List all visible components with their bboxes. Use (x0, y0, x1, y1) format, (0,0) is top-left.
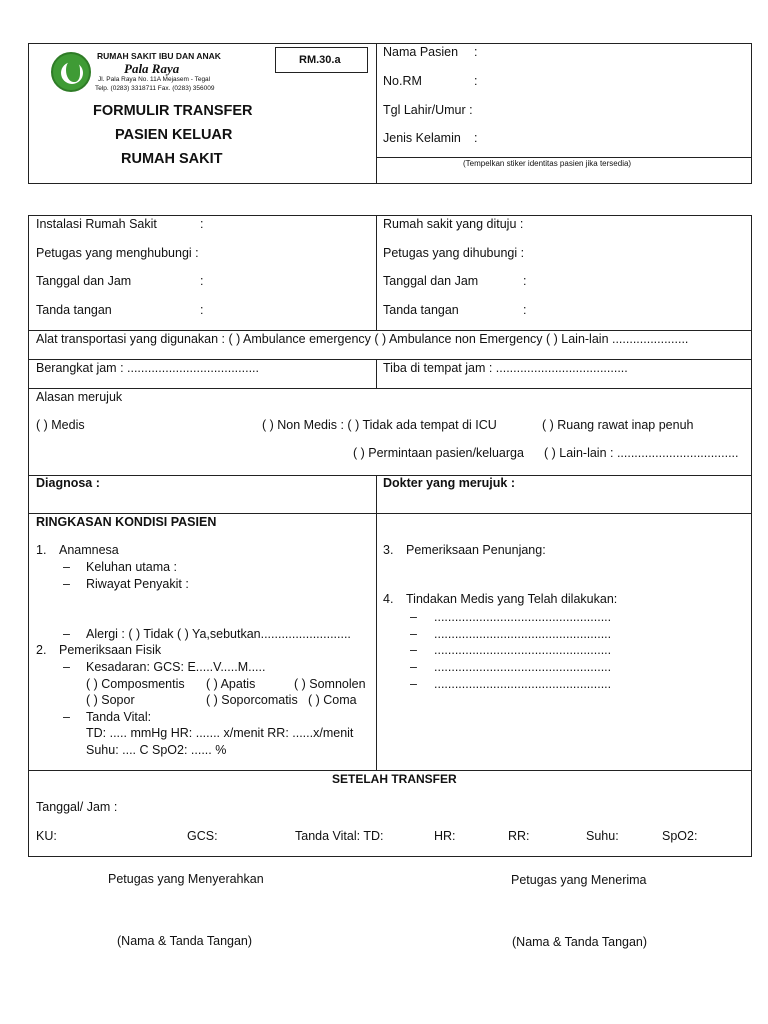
colon: : (523, 303, 527, 317)
dash: – (410, 677, 417, 691)
field-tanda-tangan-right: Tanda tangan (383, 303, 459, 317)
option-composmentis: ( ) Composmentis (86, 677, 185, 691)
option-coma: ( ) Coma (308, 693, 357, 707)
num-1: 1. (36, 543, 47, 557)
vital-suhu: Suhu: .... C SpO2: ...... % (86, 743, 227, 757)
dash: – (410, 660, 417, 674)
pemeriksaan-label: Pemeriksaan Fisik (59, 643, 162, 657)
tindakan-dots: ................................................... (434, 660, 612, 674)
dash: – (410, 643, 417, 657)
tindakan-dots: ................................................... (434, 610, 612, 624)
dash: – (410, 610, 417, 624)
transfer-divider (376, 215, 377, 330)
row-line (28, 330, 752, 331)
reason-nonmedis: ( ) Non Medis : ( ) Tidak ada tempat di ICU (262, 418, 497, 432)
option-sopor: ( ) Sopor (86, 693, 135, 707)
after-suhu: Suhu: (586, 829, 619, 843)
dash: – (63, 710, 70, 724)
signature-right-title: Petugas yang Menerima (511, 873, 647, 887)
signature-left-title: Petugas yang Menyerahkan (108, 872, 264, 886)
colon: : (474, 74, 478, 88)
header-divider (376, 43, 377, 184)
form-title-line3: RUMAH SAKIT (121, 151, 223, 167)
after-gcs: GCS: (187, 829, 218, 843)
after-tv: Tanda Vital: TD: (295, 829, 384, 843)
keluhan-label: Keluhan utama : (86, 560, 178, 574)
arrive-time: Tiba di tempat jam : ...................................... (383, 361, 628, 375)
dash: – (63, 660, 70, 674)
summary-title: RINGKASAN KONDISI PASIEN (36, 515, 217, 529)
field-tgl-lahir: Tgl Lahir/Umur : (383, 103, 473, 117)
colon: : (474, 131, 478, 145)
field-instalasi: Instalasi Rumah Sakit (36, 217, 157, 231)
row-line (28, 359, 752, 360)
row-line (28, 770, 752, 771)
penunjang-label: Pemeriksaan Penunjang: (406, 543, 546, 557)
field-nama-pasien: Nama Pasien (383, 45, 459, 59)
row-line (28, 513, 752, 514)
hospital-phone: Telp. (0283) 3318711 Fax. (0283) 356009 (95, 85, 215, 92)
hospital-name: RUMAH SAKIT IBU DAN ANAK (97, 51, 221, 61)
reason-permintaan: ( ) Permintaan pasien/keluarga (353, 446, 524, 460)
kesadaran-label: Kesadaran: GCS: E.....V.....M..... (86, 660, 266, 674)
colon: : (200, 274, 204, 288)
dash: – (63, 627, 70, 641)
reason-medis: ( ) Medis (36, 418, 85, 432)
field-tanggal-jam-left: Tanggal dan Jam (36, 274, 132, 288)
depart-time: Berangkat jam : ...................................... (36, 361, 259, 375)
tindakan-dots: ................................................... (434, 643, 612, 657)
form-code: RM.30.a (299, 54, 341, 66)
reason-ruang: ( ) Ruang rawat inap penuh (542, 418, 694, 432)
num-4: 4. (383, 592, 394, 606)
anamnesa-label: Anamnesa (59, 543, 119, 557)
option-soporcomatis: ( ) Soporcomatis (206, 693, 298, 707)
tindakan-dots: ................................................... (434, 627, 612, 641)
num-2: 2. (36, 643, 47, 657)
reason-label: Alasan merujuk (36, 390, 123, 404)
time-divider (376, 359, 377, 388)
diagnosa-divider (376, 475, 377, 770)
after-hr: HR: (434, 829, 456, 843)
dash: – (63, 577, 70, 591)
option-apatis: ( ) Apatis (206, 677, 256, 691)
alergi-label: Alergi : ( ) Tidak ( ) Ya,sebutkan.......................... (86, 627, 351, 641)
after-ku: KU: (36, 829, 57, 843)
num-3: 3. (383, 543, 394, 557)
signature-left-name: (Nama & Tanda Tangan) (117, 934, 253, 948)
hospital-address: Jl. Pala Raya No. 11A Mejasem - Tegal (98, 76, 211, 83)
after-tanggal: Tanggal/ Jam : (36, 800, 118, 814)
field-tanggal-jam-right: Tanggal dan Jam (383, 274, 479, 288)
after-spo2: SpO2: (662, 829, 698, 843)
riwayat-label: Riwayat Penyakit : (86, 577, 189, 591)
reason-lain: ( ) Lain-lain : ................................... (544, 446, 739, 460)
diagnosa-label: Diagnosa : (36, 476, 100, 490)
tindakan-label: Tindakan Medis yang Telah dilakukan: (406, 592, 618, 606)
field-no-rm: No.RM (383, 74, 422, 88)
field-petugas-dihubungi: Petugas yang dihubungi : (383, 246, 525, 260)
field-rs-dituju: Rumah sakit yang dituju : (383, 217, 524, 231)
colon: : (474, 45, 478, 59)
colon: : (200, 217, 204, 231)
dokter-label: Dokter yang merujuk : (383, 476, 515, 490)
signature-right-name: (Nama & Tanda Tangan) (512, 935, 648, 949)
hospital-logo-icon (51, 52, 91, 92)
form-title-line1: FORMULIR TRANSFER (93, 103, 253, 119)
dash: – (63, 560, 70, 574)
after-title: SETELAH TRANSFER (332, 772, 457, 786)
field-jenis-kelamin: Jenis Kelamin (383, 131, 461, 145)
colon: : (523, 274, 527, 288)
colon: : (200, 303, 204, 317)
dash: – (410, 627, 417, 641)
vital-label: Tanda Vital: (86, 710, 152, 724)
option-somnolen: ( ) Somnolen (294, 677, 366, 691)
vital-td: TD: ..... mmHg HR: ....... x/menit RR: ......x/menit (86, 726, 354, 740)
hospital-script: Pala Raya (124, 61, 180, 76)
field-petugas-menghubungi: Petugas yang menghubungi : (36, 246, 199, 260)
tindakan-dots: ................................................... (434, 677, 612, 691)
transport-line: Alat transportasi yang digunakan : ( ) Ambulance emergency ( ) Ambulance non Emergency ( ) Lain-lain ...................... (36, 332, 689, 346)
sticker-divider (376, 157, 752, 158)
field-tanda-tangan-left: Tanda tangan (36, 303, 112, 317)
after-rr: RR: (508, 829, 530, 843)
sticker-note: (Tempelkan stiker identitas pasien jika tersedia) (463, 159, 632, 168)
row-line (28, 388, 752, 389)
form-title-line2: PASIEN KELUAR (115, 127, 233, 143)
